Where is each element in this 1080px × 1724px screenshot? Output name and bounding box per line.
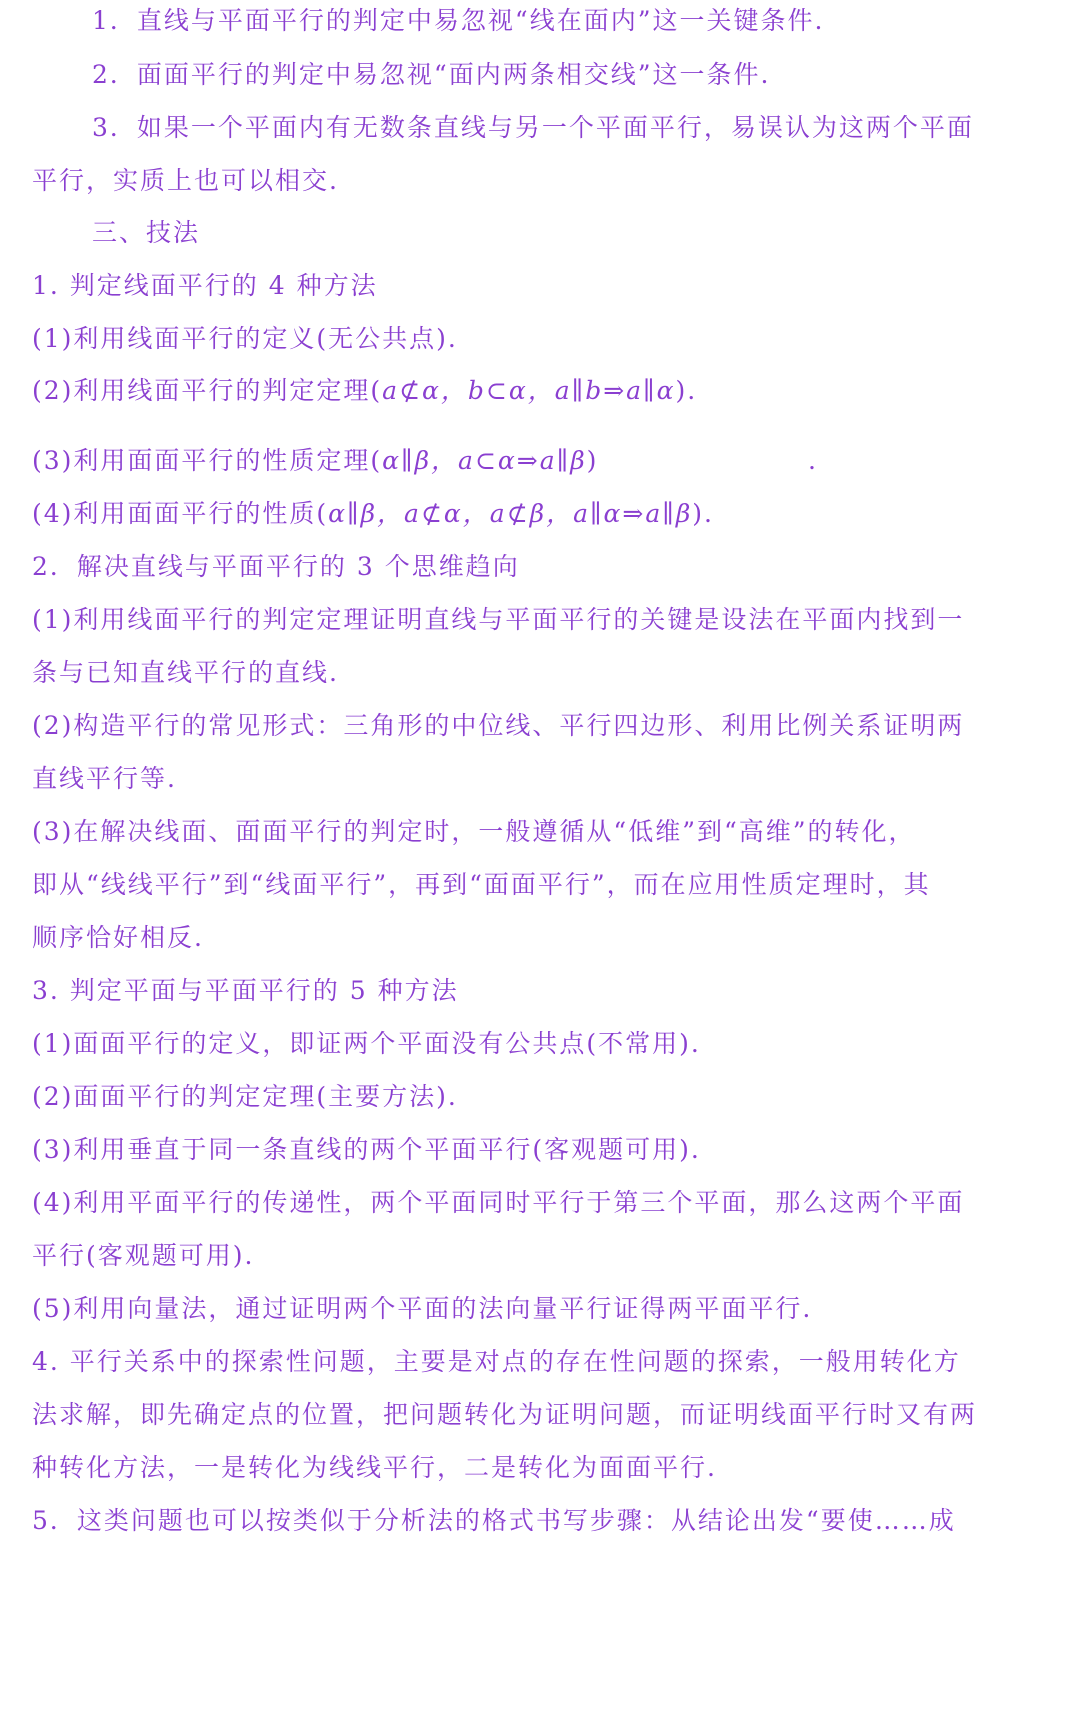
method-5-line-1: 5．这类问题也可以按类似于分析法的格式书写步骤：从结论出发“要使……成	[32, 1506, 956, 1535]
method-3-item-2: (2)面面平行的判定定理(主要方法).	[32, 1082, 458, 1111]
section-heading-techniques: 三、技法	[92, 218, 201, 247]
method-2-item-2-line-2: 直线平行等.	[32, 764, 177, 793]
formula: α∥β，a⊂α⇒a∥β	[382, 446, 587, 475]
formula: a⊄α，b⊂α，a∥b⇒a∥α	[382, 376, 676, 405]
method-heading-3: 3. 判定平面与平面平行的 5 种方法	[32, 976, 459, 1005]
pitfall-3-line-1: 3．如果一个平面内有无数条直线与另一个平面平行，易误认为这两个平面	[92, 113, 974, 142]
item-text-end: ).	[675, 376, 698, 405]
pitfall-1: 1．直线与平面平行的判定中易忽视“线在面内”这一关键条件.	[92, 6, 825, 35]
method-4-line-3: 种转化方法，一是转化为线线平行，二是转化为面面平行.	[32, 1453, 717, 1482]
method-4-line-2: 法求解，即先确定点的位置，把问题转化为证明问题，而证明线面平行时又有两	[32, 1400, 978, 1429]
method-4-line-1: 4. 平行关系中的探索性问题，主要是对点的存在性问题的探索，一般用转化方	[32, 1347, 961, 1376]
item-text: (4)利用面面平行的性质(	[32, 499, 329, 528]
formula: α∥β，a⊄α，a⊄β，a∥α⇒a∥β	[328, 499, 693, 528]
method-1-item-3	[32, 444, 598, 478]
method-3-item-4-line-1: (4)利用平面平行的传递性，两个平面同时平行于第三个平面，那么这两个平面	[32, 1188, 965, 1217]
item-text: (2)利用线面平行的判定定理(	[32, 376, 383, 405]
method-2-item-1-line-2: 条与已知直线平行的直线.	[32, 658, 339, 687]
method-1-item-4	[32, 497, 714, 531]
method-3-item-1: (1)面面平行的定义，即证两个平面没有公共点(不常用).	[32, 1029, 701, 1058]
method-3-item-3: (3)利用垂直于同一条直线的两个平面平行(客观题可用).	[32, 1135, 701, 1164]
item-text-end: ).	[692, 499, 714, 528]
method-3-item-4-line-2: 平行(客观题可用).	[32, 1241, 255, 1270]
method-heading-2: 2．解决直线与平面平行的 3 个思维趋向	[32, 552, 520, 581]
method-2-item-3-line-3: 顺序恰好相反.	[32, 923, 204, 952]
method-2-item-1-line-1: (1)利用线面平行的判定定理证明直线与平面平行的关键是设法在平面内找到一	[32, 605, 965, 634]
method-3-item-5: (5)利用向量法，通过证明两个平面的法向量平行证得两平面平行.	[32, 1294, 813, 1323]
method-2-item-3-line-2: 即从“线线平行”到“线面平行”，再到“面面平行”，而在应用性质定理时，其	[32, 870, 931, 899]
method-2-item-3-line-1: (3)在解决线面、面面平行的判定时，一般遵循从“低维”到“高维”的转化，	[32, 817, 916, 846]
pitfall-2: 2．面面平行的判定中易忽视“面内两条相交线”这一条件.	[92, 60, 771, 89]
method-1-item-2	[32, 374, 697, 408]
stray-period: .	[808, 446, 818, 475]
method-heading-1: 1. 判定线面平行的 4 种方法	[32, 271, 378, 300]
method-1-item-1: (1)利用线面平行的定义(无公共点).	[32, 324, 458, 353]
item-text: (3)利用面面平行的性质定理(	[32, 446, 383, 475]
method-2-item-2-line-1: (2)构造平行的常见形式：三角形的中位线、平行四边形、利用比例关系证明两	[32, 711, 965, 740]
item-text-end: )	[586, 446, 599, 475]
pitfall-3-line-2: 平行，实质上也可以相交.	[32, 166, 339, 195]
